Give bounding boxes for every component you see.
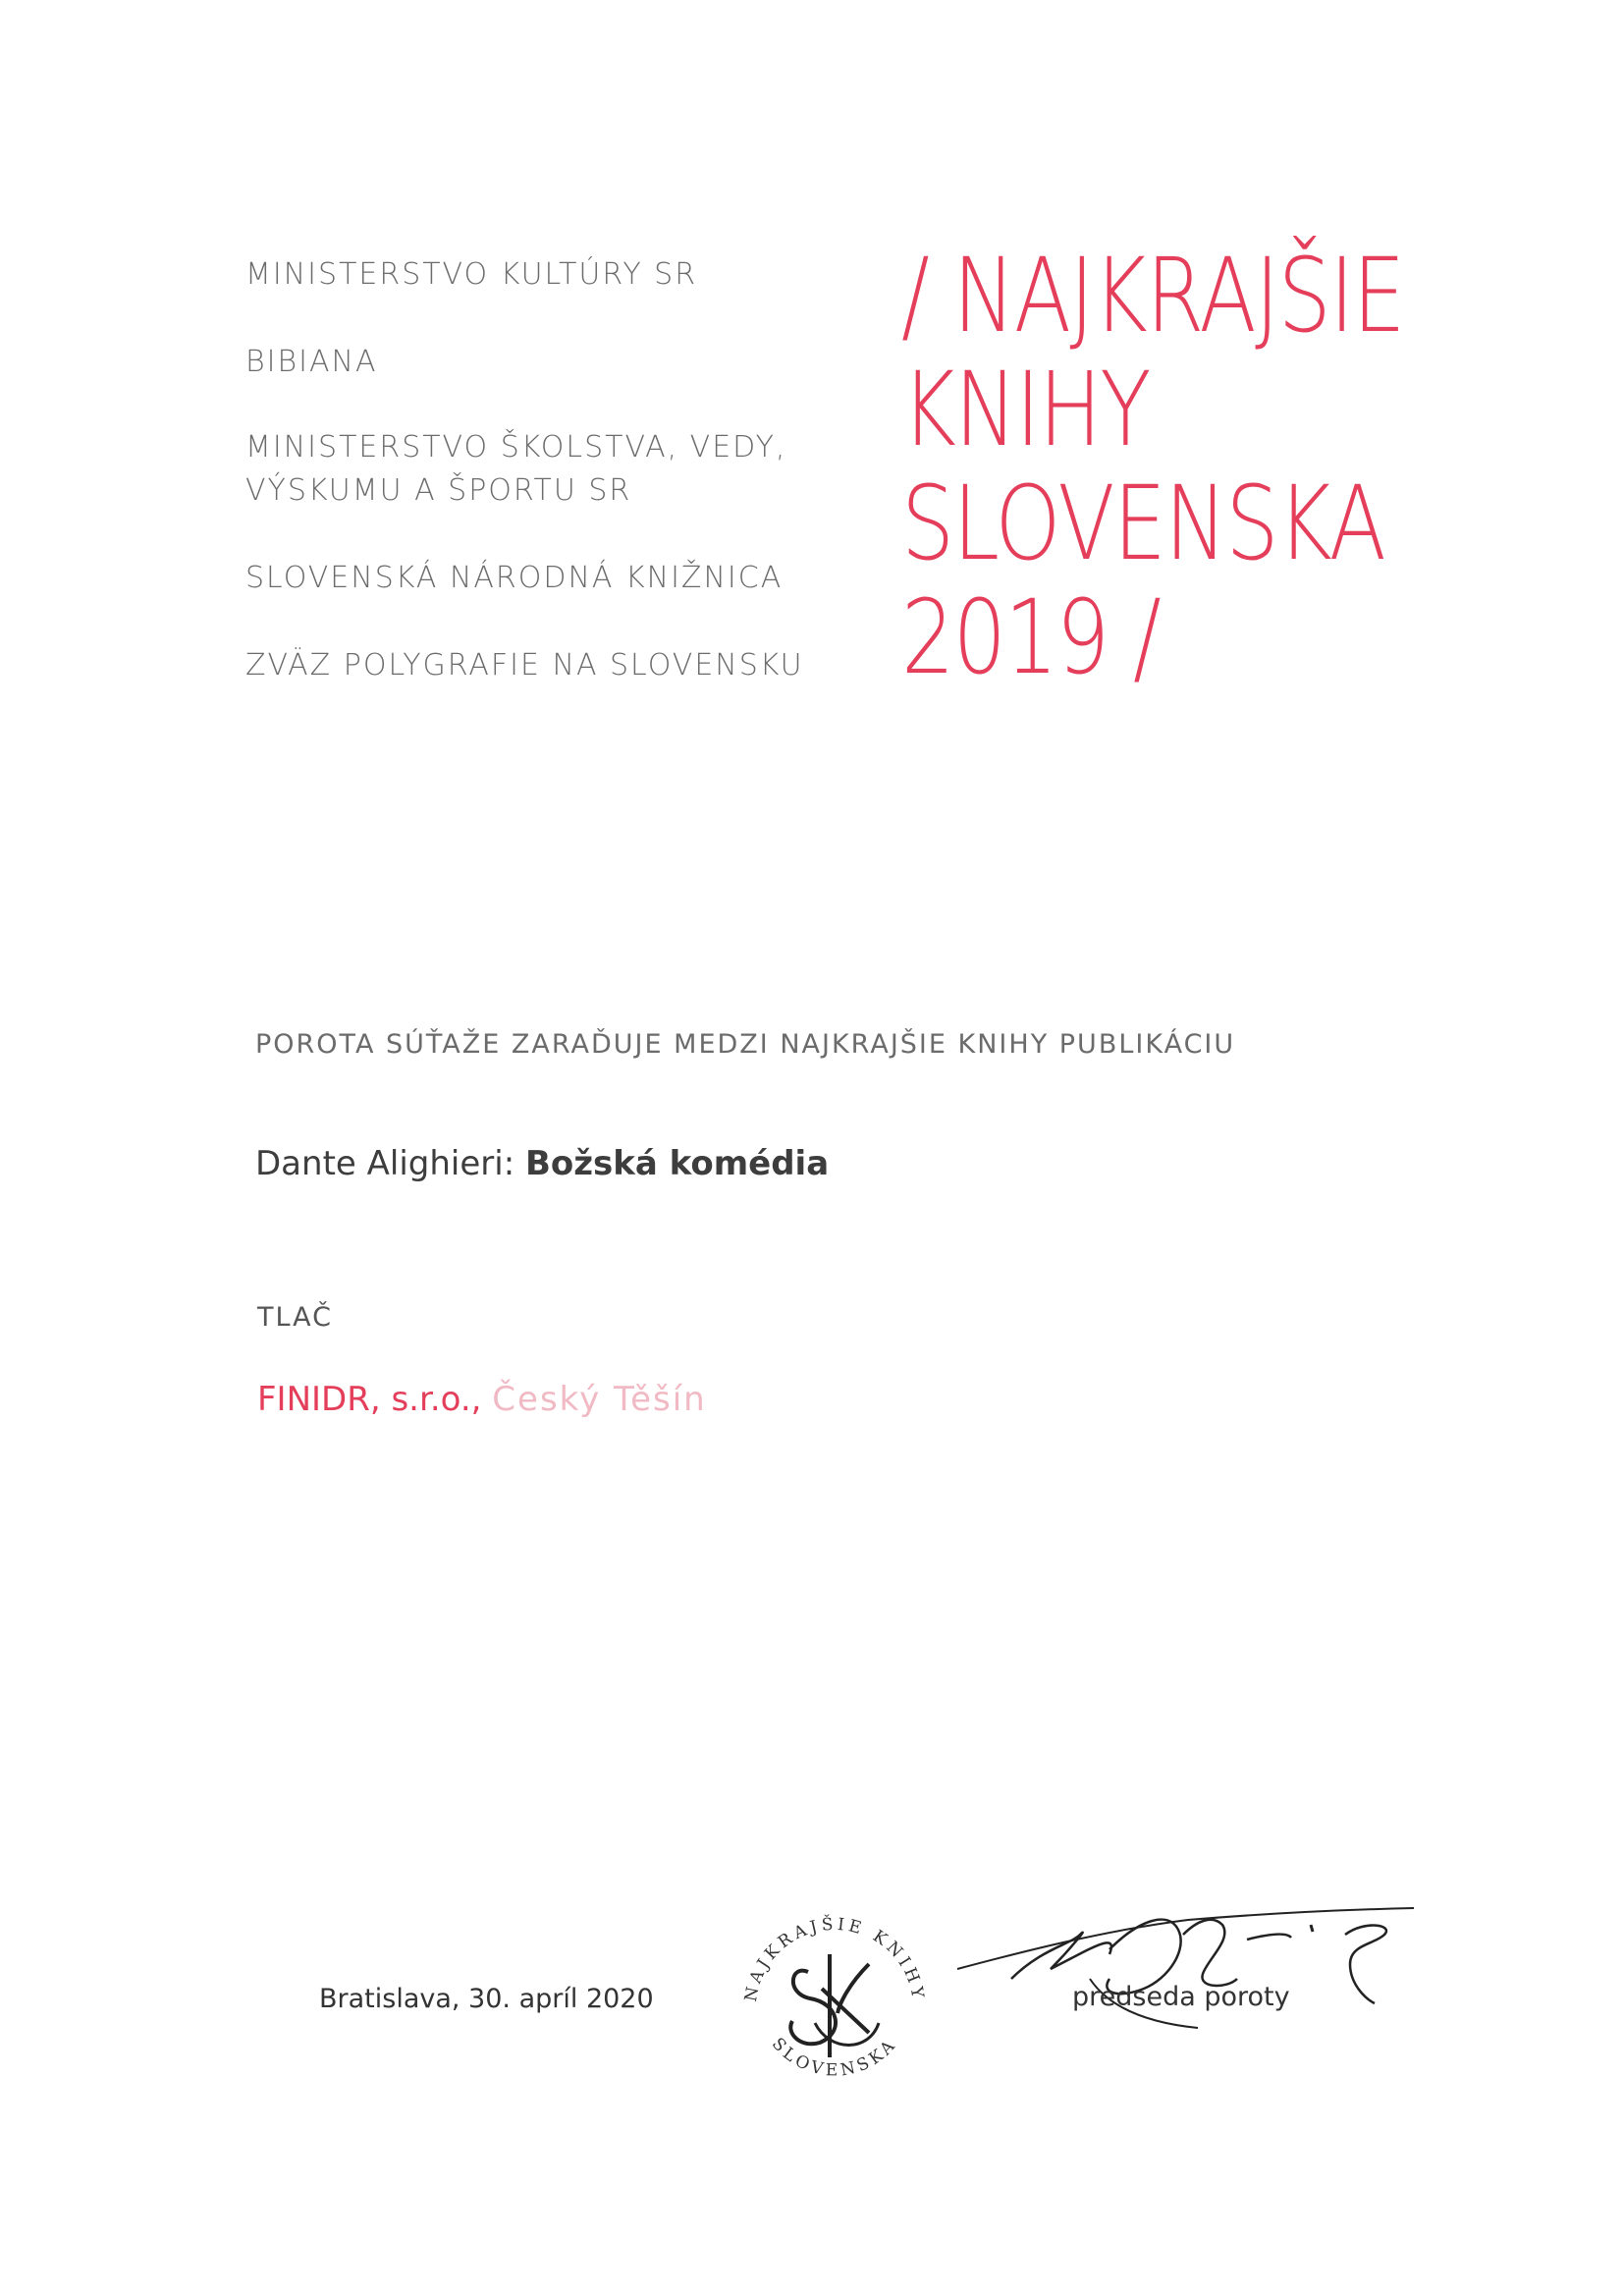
headline-line-4: 2019 / [901,577,1161,697]
print-label: TLAČ [257,1302,334,1333]
printer-entry [257,1380,707,1419]
printer-city: Český Těšín [492,1380,707,1419]
seal-top-text: NAJKRAJŠIE KNIHY [740,1914,928,2003]
jury-statement: POROTA SÚŤAŽE ZARAĎUJE MEDZI NAJKRAJŠIE KNIHY PUBLIKÁCIU [255,1029,1236,1060]
svg-text:NAJKRAJŠIE KNIHY [741,1914,928,2003]
book-entry [255,1144,829,1183]
organizer-3a: MINISTERSTVO ŠKOLSTVA, VEDY, [245,430,787,465]
headline-line-2: KNIHY [901,350,1150,469]
award-seal-logo [731,1895,938,2102]
organizer-3b: VÝSKUMU A ŠPORTU SR [245,473,632,508]
printer-name: FINIDR, s.r.o., [257,1380,482,1419]
organizer-4: SLOVENSKÁ NÁRODNÁ KNIŽNICA [245,561,784,595]
book-title: Božská komédia [524,1144,830,1183]
book-author: Dante Alighieri: [255,1144,515,1183]
headline-line-1: / NAJKRAJŠIE [901,236,1404,355]
organizer-2: BIBIANA [245,345,378,379]
organizer-1: MINISTERSTVO KULTÚRY SR [245,257,698,292]
signature-label: predseda poroty [1072,1982,1290,2012]
organizer-5: ZVÄZ POLYGRAFIE NA SLOVENSKU [245,648,804,683]
seal-bottom-text: SLOVENSKA [767,2034,902,2081]
award-headline [901,236,1404,697]
headline-line-3: SLOVENSKA [901,464,1385,583]
place-and-date: Bratislava, 30. apríl 2020 [319,1984,654,2014]
chairman-signature [952,1890,1424,2057]
